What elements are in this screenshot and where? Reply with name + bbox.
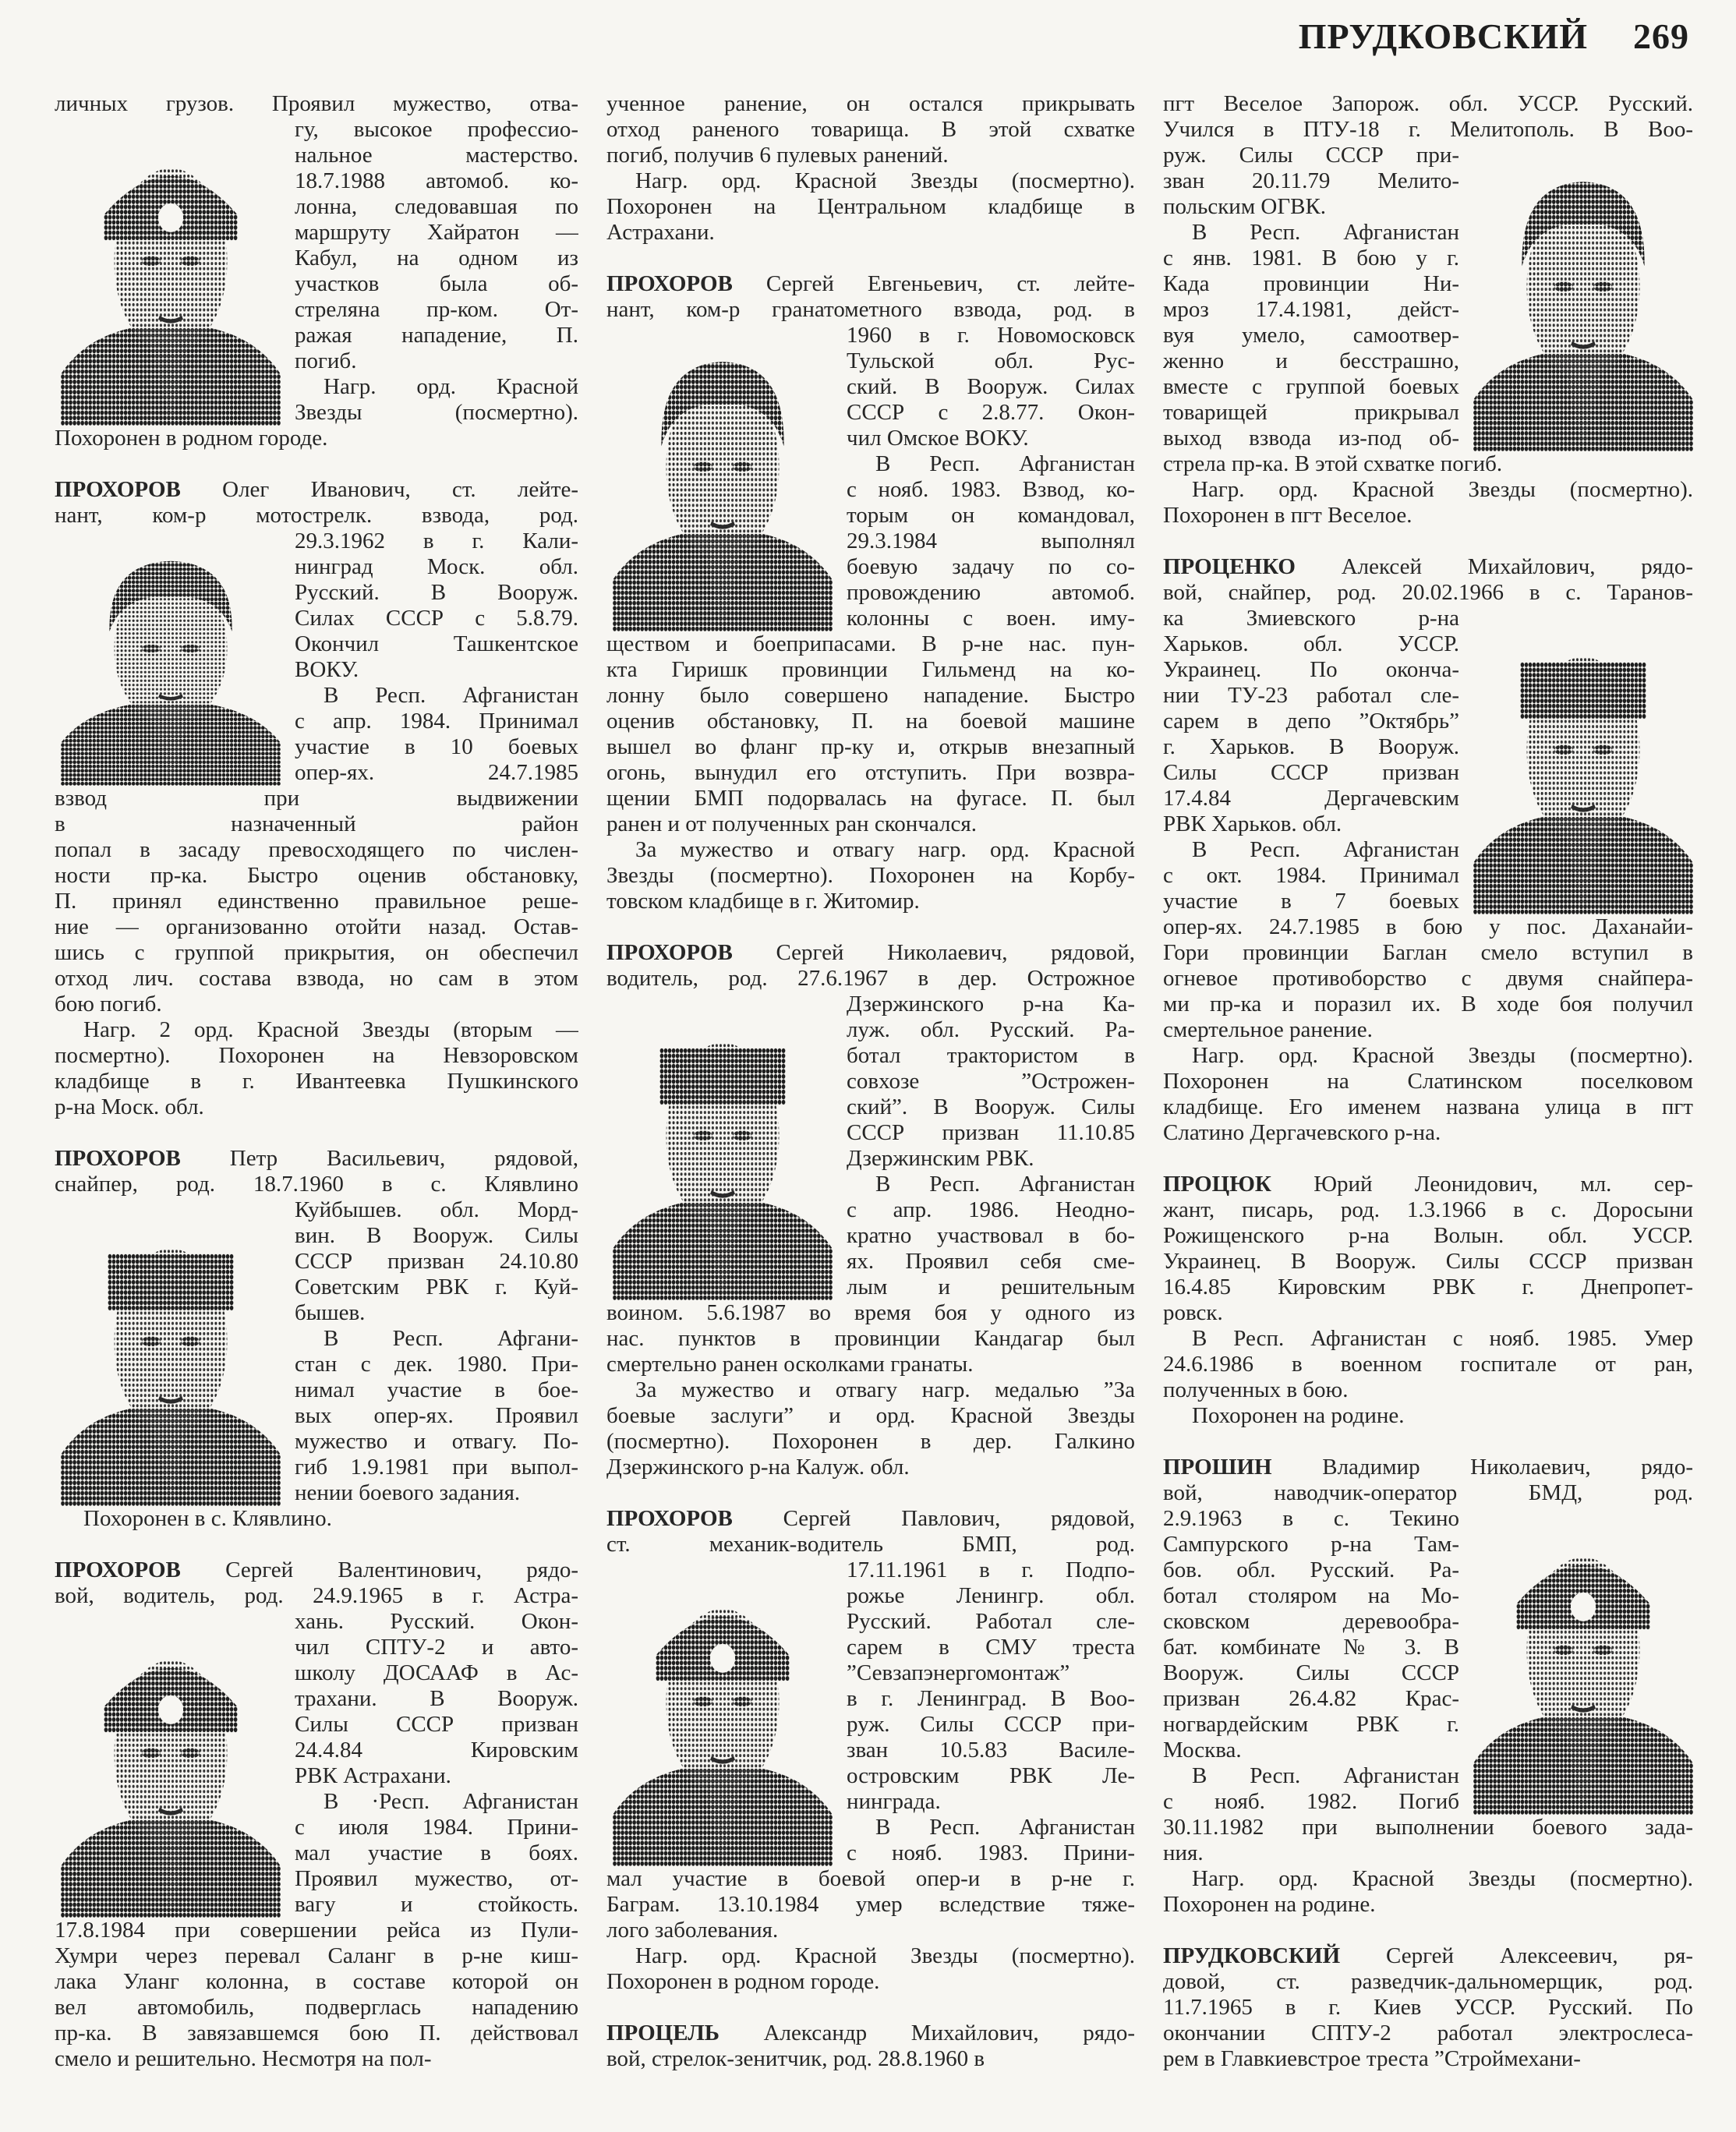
portrait-photo — [61, 117, 281, 426]
text-line: участие в 10 боевых — [295, 734, 578, 759]
text-line: 17.11.1961 в г. Подпо- — [847, 1557, 1135, 1582]
text-line: Учился в ПТУ-18 г. Мелитополь. В Воо- — [1163, 117, 1693, 142]
halftone-portrait — [1473, 1506, 1693, 1815]
text-line: опер-ях. 24.7.1985 — [295, 760, 578, 785]
text-line: Астрахани. — [606, 220, 715, 245]
text-line: вой, водитель, род. 24.9.1965 в г. Астра- — [55, 1583, 578, 1608]
text-line: Харьков. обл. УССР. — [1163, 631, 1459, 656]
text-line: Вооруж. Силы СССР — [1163, 1660, 1459, 1685]
text-line: Русский. Работал сле- — [847, 1609, 1135, 1634]
text-line: стрела пр-ка. В этой схватке погиб. — [1163, 451, 1503, 476]
text-line: гиб 1.9.1981 при выпол- — [295, 1455, 578, 1480]
portrait-photo — [61, 529, 281, 786]
text-line: с янв. 1981. В бою у г. — [1163, 246, 1459, 270]
halftone-portrait — [1473, 606, 1693, 914]
text-line: Дзержинским РВК. — [847, 1146, 1034, 1171]
entry — [1163, 1172, 1693, 1429]
text-line: зван 10.5.83 Василе- — [847, 1738, 1135, 1763]
text-line: ранен и от полученных ран скончался. — [606, 811, 977, 836]
text-line: ст. механик-водитель БМП, род. — [606, 1532, 1135, 1557]
text-line: В Респ. Афганистан — [875, 451, 1135, 476]
text-line — [55, 1146, 578, 1172]
text-line: В Респ. Афганистан — [1192, 1763, 1459, 1788]
portrait-photo — [1473, 1506, 1693, 1815]
entry — [55, 477, 578, 1120]
entry-surname: ПРОШИН — [1163, 1455, 1272, 1480]
portrait-photo — [61, 1197, 281, 1506]
entry-surname: ПРОХОРОВ — [55, 1557, 181, 1582]
text-line: Нагр. орд. Красной Звезды (посмертно). — [635, 1943, 1135, 1968]
entry-heading-text: Сергей Николаевич, рядовой, — [732, 940, 1135, 965]
entry-surname: ПРОЦЮК — [1163, 1172, 1271, 1197]
text-line: Кабул, на одном из — [295, 246, 578, 270]
text-line: Звезды (посмертно). Похоронен на Корбу- — [606, 863, 1135, 888]
text-line: ности пр-ка. Быстро оценив обстановку, — [55, 863, 578, 888]
text-line: с окт. 1984. Принимал — [1163, 863, 1459, 888]
text-line: Окончил Ташкентское — [295, 631, 578, 656]
text-line: островским РВК Ле- — [847, 1763, 1135, 1788]
column-1 — [55, 91, 578, 2098]
text-line: Гори провинции Баглан смело вступил в — [1163, 940, 1693, 965]
text-line: вых опер-ях. Проявил — [295, 1403, 578, 1428]
text-line: довой, ст. разведчик-дальномерщик, род. — [1163, 1969, 1693, 1994]
entry-heading-text: Сергей Павлович, рядовой, — [732, 1506, 1135, 1531]
text-line — [1163, 1455, 1693, 1480]
column-3 — [1163, 91, 1693, 2098]
text-line: ский”. В Вооруж. Силы — [847, 1094, 1135, 1119]
text-line: участков была об- — [295, 271, 578, 296]
text-line: ВОКУ. — [295, 657, 359, 682]
halftone-portrait — [613, 323, 833, 631]
text-line: вой, наводчик-оператор БМД, род. — [1163, 1480, 1693, 1505]
text-line: ях. Проявил себя сме- — [847, 1249, 1135, 1274]
text-line: лонну было совершено нападение. Быстро — [606, 683, 1135, 708]
text-line: бышев. — [295, 1300, 366, 1325]
entry — [606, 2021, 1135, 2072]
portrait-photo — [613, 992, 833, 1300]
text-line: щении БМП подорвалась на фугасе. П. был — [606, 786, 1135, 811]
text-line: посмертно). Похоронен на Невзоровском — [55, 1043, 578, 1068]
page-number: 269 — [1633, 16, 1689, 56]
text-line: П. принял единственно правильное реше- — [55, 889, 578, 914]
entry-heading-text: Юрий Леонидович, мл. сер- — [1271, 1172, 1693, 1197]
entry-surname: ПРУДКОВСКИЙ — [1163, 1943, 1341, 1968]
halftone-portrait — [613, 1557, 833, 1866]
entry — [606, 271, 1135, 914]
text-line: 30.11.1982 при выполнении боевого зада- — [1163, 1815, 1693, 1840]
text-line: с нояб. 1983. Прини- — [847, 1840, 1135, 1865]
text-line: Нагр. орд. Красной Звезды (посмертно). — [635, 168, 1135, 193]
text-line: сарем в СМУ треста — [847, 1635, 1135, 1660]
text-line: 17.8.1984 при совершении рейса из Пули- — [55, 1918, 578, 1943]
text-line: нинград Моск. обл. — [295, 554, 578, 579]
text-line: 24.4.84 Кировским — [295, 1738, 578, 1763]
text-line: нении боевого задания. — [295, 1480, 521, 1505]
text-line: школу ДОСААФ в Ас- — [295, 1660, 578, 1685]
text-line: огневое противоборство с двумя снайпера- — [1163, 966, 1693, 991]
text-line: вышел во фланг пр-ку и, открыв внезапный — [606, 734, 1135, 759]
text-line: торым он командовал, — [847, 503, 1135, 528]
text-line — [606, 940, 1135, 966]
text-line: опер-ях. 24.7.1985 в бою у пос. Даханайи- — [1163, 914, 1693, 939]
text-line: 1960 в г. Новомосковск — [847, 323, 1135, 348]
text-line: кратно участвовал в бо- — [847, 1223, 1135, 1248]
text-line: зван 20.11.79 Мелито- — [1163, 168, 1459, 193]
text-line: пр-ка. В завязавшемся бою П. действовал — [55, 2021, 578, 2045]
text-line: В Респ. Афгани- — [324, 1326, 578, 1351]
text-line: кта Гиришк провинции Гильменд на ко- — [606, 657, 1135, 682]
text-line: погиб, получив 6 пулевых ранений. — [606, 143, 949, 168]
entry — [1163, 1943, 1693, 2072]
entry — [1163, 554, 1693, 1146]
text-line: вой, стрелок-зенитчик, род. 28.8.1960 в — [606, 2046, 985, 2071]
text-line: СССР призван 24.10.80 — [295, 1249, 578, 1274]
text-line: маршруту Хайратон — — [295, 220, 578, 245]
text-line: СССР призван 11.10.85 — [847, 1120, 1135, 1145]
running-head-word: ПРУДКОВСКИЙ — [1298, 16, 1588, 56]
text-line: нант, ком-р мотострелк. взвода, род. — [55, 503, 578, 528]
column-2 — [606, 91, 1135, 2098]
text-line: в назначенный район — [55, 811, 578, 836]
halftone-portrait — [613, 992, 833, 1300]
text-line: Похоронен на Слатинском поселковом — [1163, 1069, 1693, 1094]
halftone-portrait — [1473, 143, 1693, 451]
entry-surname: ПРОХОРОВ — [606, 940, 733, 965]
text-line — [55, 477, 578, 503]
text-line: рожье Ленингр. обл. — [847, 1583, 1135, 1608]
running-head — [1299, 16, 1689, 57]
text-line: Похоронен на родине. — [1192, 1403, 1405, 1428]
text-line: Похоронен на Центральном кладбище в — [606, 194, 1135, 219]
text-line: сковском деревообра- — [1163, 1609, 1459, 1634]
entry — [1163, 91, 1693, 529]
text-line — [55, 1557, 578, 1583]
text-line: бою погиб. — [55, 992, 162, 1017]
text-line: выход взвода из-под об- — [1163, 426, 1459, 451]
text-line: 18.7.1988 автомоб. ко- — [295, 168, 578, 193]
text-line: взвод при выдвижении — [55, 786, 578, 811]
text-line: За мужество и отвагу нагр. орд. Красной — [635, 837, 1135, 862]
portrait-photo — [1473, 143, 1693, 451]
text-line: вой, снайпер, род. 20.02.1966 в с. Таранов- — [1163, 580, 1693, 605]
entry-heading-text: Алексей Михайлович, рядо- — [1295, 554, 1693, 579]
entry-surname: ПРОХОРОВ — [606, 271, 733, 296]
text-line: окончании СПТУ-2 работал электрослеса- — [1163, 2021, 1693, 2045]
text-line: Слатино Дергачевского р-на. — [1163, 1120, 1441, 1145]
text-line: с нояб. 1983. Взвод, ко- — [847, 477, 1135, 502]
text-line: За мужество и отвагу нагр. медалью ”За — [635, 1377, 1135, 1402]
entry-heading-text: Сергей Алексеевич, ря- — [1340, 1943, 1693, 1968]
text-line: женно и бесстрашно, — [1163, 348, 1459, 373]
text-line: РВК Харьков. обл. — [1163, 811, 1342, 836]
text-line: нальное мастерство. — [295, 143, 578, 168]
text-line: мроз 17.4.1981, дейст- — [1163, 297, 1459, 322]
text-line: мужество и отвагу. По- — [295, 1429, 578, 1454]
text-line: Звезды (посмертно). — [295, 400, 578, 425]
text-line: В Респ. Афганистан с нояб. 1985. Умер — [1192, 1326, 1693, 1351]
text-line: Похоронен в с. Клявлино. — [83, 1506, 332, 1531]
text-line: лым и решительным — [847, 1275, 1135, 1299]
text-line: ногвардейским РВК г. — [1163, 1712, 1459, 1737]
text-line: хань. Русский. Окон- — [295, 1609, 578, 1634]
entry-heading-text: Сергей Валентинович, рядо- — [180, 1557, 578, 1582]
text-line: ский. В Вооруж. Силах — [847, 374, 1135, 399]
text-line: стан с дек. 1980. При- — [295, 1352, 578, 1377]
text-line: ботал трактористом в — [847, 1043, 1135, 1068]
text-line: Проявил мужество, от- — [295, 1866, 578, 1891]
entry-heading-text: Сергей Евгеньевич, ст. лейте- — [732, 271, 1135, 296]
entry — [606, 1506, 1135, 1995]
text-line: ка Змиевского р-на — [1163, 606, 1459, 631]
text-line: нии ТУ-23 работал сле- — [1163, 683, 1459, 708]
text-line: ния. — [1163, 1840, 1204, 1865]
text-line: 24.6.1986 в военном госпитале от ран, — [1163, 1352, 1693, 1377]
text-line: вместе с группой боевых — [1163, 374, 1459, 399]
text-line: польским ОГВК. — [1163, 194, 1327, 219]
portrait-photo — [1473, 606, 1693, 914]
text-line: попал в засаду превосходящего по числен- — [55, 837, 578, 862]
text-line: В Респ. Афганистан — [875, 1172, 1135, 1197]
text-line: жант, писарь, род. 1.3.1966 в с. Доросыни — [1163, 1197, 1693, 1222]
text-line: Нагр. орд. Красной Звезды (посмертно). — [1192, 1866, 1693, 1891]
text-line: 11.7.1965 в г. Киев УССР. Русский. По — [1163, 1995, 1693, 2020]
text-line: боевые заслуги” и орд. Красной Звезды — [606, 1403, 1135, 1428]
text-line: Нагр. орд. Красной Звезды (посмертно). — [1192, 1043, 1693, 1068]
text-line: СССР с 2.8.77. Окон- — [847, 400, 1135, 425]
text-line: Тульской обл. Рус- — [847, 348, 1135, 373]
text-line: с нояб. 1982. Погиб — [1163, 1789, 1459, 1814]
text-line: участие в 7 боевых — [1163, 889, 1459, 914]
text-line: Куйбышев. обл. Морд- — [295, 1197, 578, 1222]
text-line: стреляна пр-ком. От- — [295, 297, 578, 322]
text-line: ”Севзапэнергомонтаж” — [847, 1660, 1070, 1685]
text-line: сарем в депо ”Октябрь” — [1163, 709, 1459, 734]
text-line: ботал столяром на Мо- — [1163, 1583, 1459, 1608]
text-line: Нагр. 2 орд. Красной Звезды (вторым — — [83, 1017, 578, 1042]
text-line: г. Харьков. В Вооруж. — [1163, 734, 1459, 759]
text-line: Советским РВК г. Куй- — [295, 1275, 578, 1299]
text-line: полученных в бою. — [1163, 1377, 1349, 1402]
text-line: В Респ. Афганистан — [1192, 220, 1459, 245]
text-line: нинграда. — [847, 1789, 941, 1814]
text-line: с апр. 1984. Принимал — [295, 709, 578, 734]
text-line — [606, 271, 1135, 297]
text-line: Похоронен на родине. — [1163, 1892, 1376, 1917]
text-line: смело и решительно. Несмотря на пол- — [55, 2046, 432, 2071]
text-line: Силах СССР с 5.8.79. — [295, 606, 578, 631]
text-line: Када провинции Ни- — [1163, 271, 1459, 296]
text-line: Похоронен в пгт Веселое. — [1163, 503, 1412, 528]
portrait-photo — [61, 1609, 281, 1918]
text-line: шись с группой прикрытия, он обеспечил — [55, 940, 578, 965]
text-line: Русский. В Вооруж. — [295, 580, 578, 605]
text-line: лонна, следовавшая по — [295, 194, 578, 219]
text-line: смертельно ранен осколками гранаты. — [606, 1352, 974, 1377]
text-line: колонны с воен. иму- — [847, 606, 1135, 631]
portrait-photo — [613, 323, 833, 631]
text-line: 29.3.1984 выполнял — [847, 529, 1135, 553]
text-line: провождению автомоб. — [847, 580, 1135, 605]
text-line: 2.9.1963 в с. Текино — [1163, 1506, 1459, 1531]
entry-heading-text: Александр Михайлович, рядо- — [719, 2021, 1135, 2045]
text-line: Баграм. 13.10.1984 умер вследствие тяже- — [606, 1892, 1135, 1917]
text-line: Нагр. орд. Красной — [324, 374, 578, 399]
text-line — [1163, 554, 1693, 580]
text-line: Похоронен в родном городе. — [55, 426, 328, 451]
text-line: воином. 5.6.1987 во время боя у одного из — [606, 1300, 1135, 1325]
text-line: трахани. В Вооруж. — [295, 1686, 578, 1711]
text-line: вуя умело, самоотвер- — [1163, 323, 1459, 348]
text-line: Украинец. По оконча- — [1163, 657, 1459, 682]
entry — [55, 91, 578, 451]
text-line: вин. В Вооруж. Силы — [295, 1223, 578, 1248]
text-line: совхозе ”Острожен- — [847, 1069, 1135, 1094]
portrait-photo — [613, 1557, 833, 1866]
text-line: нант, ком-р гранатометного взвода, род. в — [606, 297, 1135, 322]
text-line — [1163, 1172, 1693, 1197]
text-line: Силы СССР призван — [295, 1712, 578, 1737]
text-line: 16.4.85 Кировским РВК г. Днепропет- — [1163, 1275, 1693, 1299]
text-line: Силы СССР призван — [1163, 760, 1459, 785]
text-line — [1163, 1943, 1693, 1969]
text-line: Похоронен в родном городе. — [606, 1969, 880, 1994]
text-line: вел автомобиль, подверглась нападению — [55, 1995, 578, 2020]
text-line: 29.3.1962 в г. Кали- — [295, 529, 578, 553]
text-line: гу, высокое профессио- — [295, 117, 578, 142]
text-line: 17.4.84 Дергачевским — [1163, 786, 1459, 811]
text-line: водитель, род. 27.6.1967 в дер. Острожное — [606, 966, 1135, 991]
entry-surname: ПРОХОРОВ — [55, 1146, 181, 1171]
text-line: ражая нападение, П. — [295, 323, 578, 348]
text-line: отход раненого товарища. В этой схватке — [606, 117, 1135, 142]
entry — [606, 91, 1135, 246]
text-line: смертельное ранение. — [1163, 1017, 1373, 1042]
entry-surname: ПРОЦЕНКО — [1163, 554, 1296, 579]
text-line: руж. Силы СССР при- — [847, 1712, 1135, 1737]
text-line: В Респ. Афганистан — [875, 1815, 1135, 1840]
text-line: в г. Ленинград. В Воо- — [847, 1686, 1135, 1711]
text-line: с апр. 1986. Неодно- — [847, 1197, 1135, 1222]
entry — [55, 1557, 578, 2072]
text-line: мал участие в боях. — [295, 1840, 578, 1865]
text-line: огонь, вынудил его отступить. При возвра- — [606, 760, 1135, 785]
text-line: отход лич. состава взвода, но сам в этом — [55, 966, 578, 991]
text-line: ние — организованно отойти назад. Остав- — [55, 914, 578, 939]
text-line: Нагр. орд. Красной Звезды (посмертно). — [1192, 477, 1693, 502]
text-line: кладбище в г. Ивантеевка Пушкинского — [55, 1069, 578, 1094]
text-line: вагу и стойкость. — [295, 1892, 578, 1917]
text-line: рем в Главкиевстрое треста ”Строймехани- — [1163, 2046, 1581, 2071]
text-line: руж. Силы СССР при- — [1163, 143, 1459, 168]
text-line: личных грузов. Проявил мужество, отва- — [55, 91, 578, 116]
text-line: погиб. — [295, 348, 357, 373]
text-line — [606, 2021, 1135, 2046]
halftone-portrait — [61, 1197, 281, 1506]
halftone-portrait — [61, 117, 281, 426]
text-line: нас. пунктов в провинции Кандагар был — [606, 1326, 1135, 1351]
text-line: чил СПТУ-2 и авто- — [295, 1635, 578, 1660]
text-line: Рожищенского р-на Волын. обл. УССР. — [1163, 1223, 1693, 1248]
text-line: РВК Астрахани. — [295, 1763, 451, 1788]
text-line: бов. обл. Русский. Ра- — [1163, 1557, 1459, 1582]
text-line: с июля 1984. Прини- — [295, 1815, 578, 1840]
entry-surname: ПРОХОРОВ — [606, 1506, 733, 1531]
text-line: кладбище. Его именем названа улица в пгт — [1163, 1094, 1693, 1119]
halftone-portrait — [61, 529, 281, 786]
text-line: Москва. — [1163, 1738, 1242, 1763]
text-line: В Респ. Афганистан — [1192, 837, 1459, 862]
text-line: Сампурского р-на Там- — [1163, 1532, 1459, 1557]
text-line: ровск. — [1163, 1300, 1223, 1325]
text-line: лака Уланг колонна, в составе которой он — [55, 1969, 578, 1994]
text-line: оценив обстановку, П. на боевой машине — [606, 709, 1135, 734]
text-line: лого заболевания. — [606, 1918, 779, 1943]
text-line: ми пр-ка и поразил их. В ходе боя получил — [1163, 992, 1693, 1017]
text-line: нимал участие в бое- — [295, 1377, 578, 1402]
text-line — [606, 1506, 1135, 1532]
text-line: ществом и боеприпасами. В р-не нас. пун- — [606, 631, 1135, 656]
entry — [606, 940, 1135, 1480]
entry — [55, 1146, 578, 1532]
text-line: В Респ. Афганистан — [324, 683, 578, 708]
entry-heading-text: Петр Васильевич, рядовой, — [180, 1146, 578, 1171]
text-line: бат. комбинате № 3. В — [1163, 1635, 1459, 1660]
entry-heading-text: Владимир Николаевич, рядо- — [1271, 1455, 1693, 1480]
text-line: чил Омское ВОКУ. — [847, 426, 1029, 451]
text-line: ученное ранение, он остался прикрывать — [606, 91, 1135, 116]
text-line: товском кладбище в г. Житомир. — [606, 889, 920, 914]
entry-heading-text: Олег Иванович, ст. лейте- — [180, 477, 578, 502]
text-line: Хумри через перевал Саланг в р-не киш- — [55, 1943, 578, 1968]
entry-surname: ПРОХОРОВ — [55, 477, 181, 502]
text-line: Дзержинского р-на Ка- — [847, 992, 1135, 1017]
halftone-portrait — [61, 1609, 281, 1918]
text-line: товарищей прикрывал — [1163, 400, 1459, 425]
text-line: снайпер, род. 18.7.1960 в с. Клявлино — [55, 1172, 578, 1197]
text-line: Дзержинского р-на Калуж. обл. — [606, 1455, 910, 1480]
text-line: луж. обл. Русский. Ра- — [847, 1017, 1135, 1042]
entry-surname: ПРОЦЕЛЬ — [606, 2021, 720, 2045]
text-line: В ·Респ. Афганистан — [324, 1789, 578, 1814]
text-line: боевую задачу по со- — [847, 554, 1135, 579]
text-line: Украинец. В Вооруж. Силы СССР призван — [1163, 1249, 1693, 1274]
text-line: призван 26.4.82 Крас- — [1163, 1686, 1459, 1711]
text-line: мал участие в боевой опер-и в р-не г. — [606, 1866, 1135, 1891]
text-line: (посмертно). Похоронен в дер. Галкино — [606, 1429, 1135, 1454]
text-line: пгт Веселое Запорож. обл. УССР. Русский. — [1163, 91, 1693, 116]
text-line: р-на Моск. обл. — [55, 1094, 204, 1119]
entry — [1163, 1455, 1693, 1918]
